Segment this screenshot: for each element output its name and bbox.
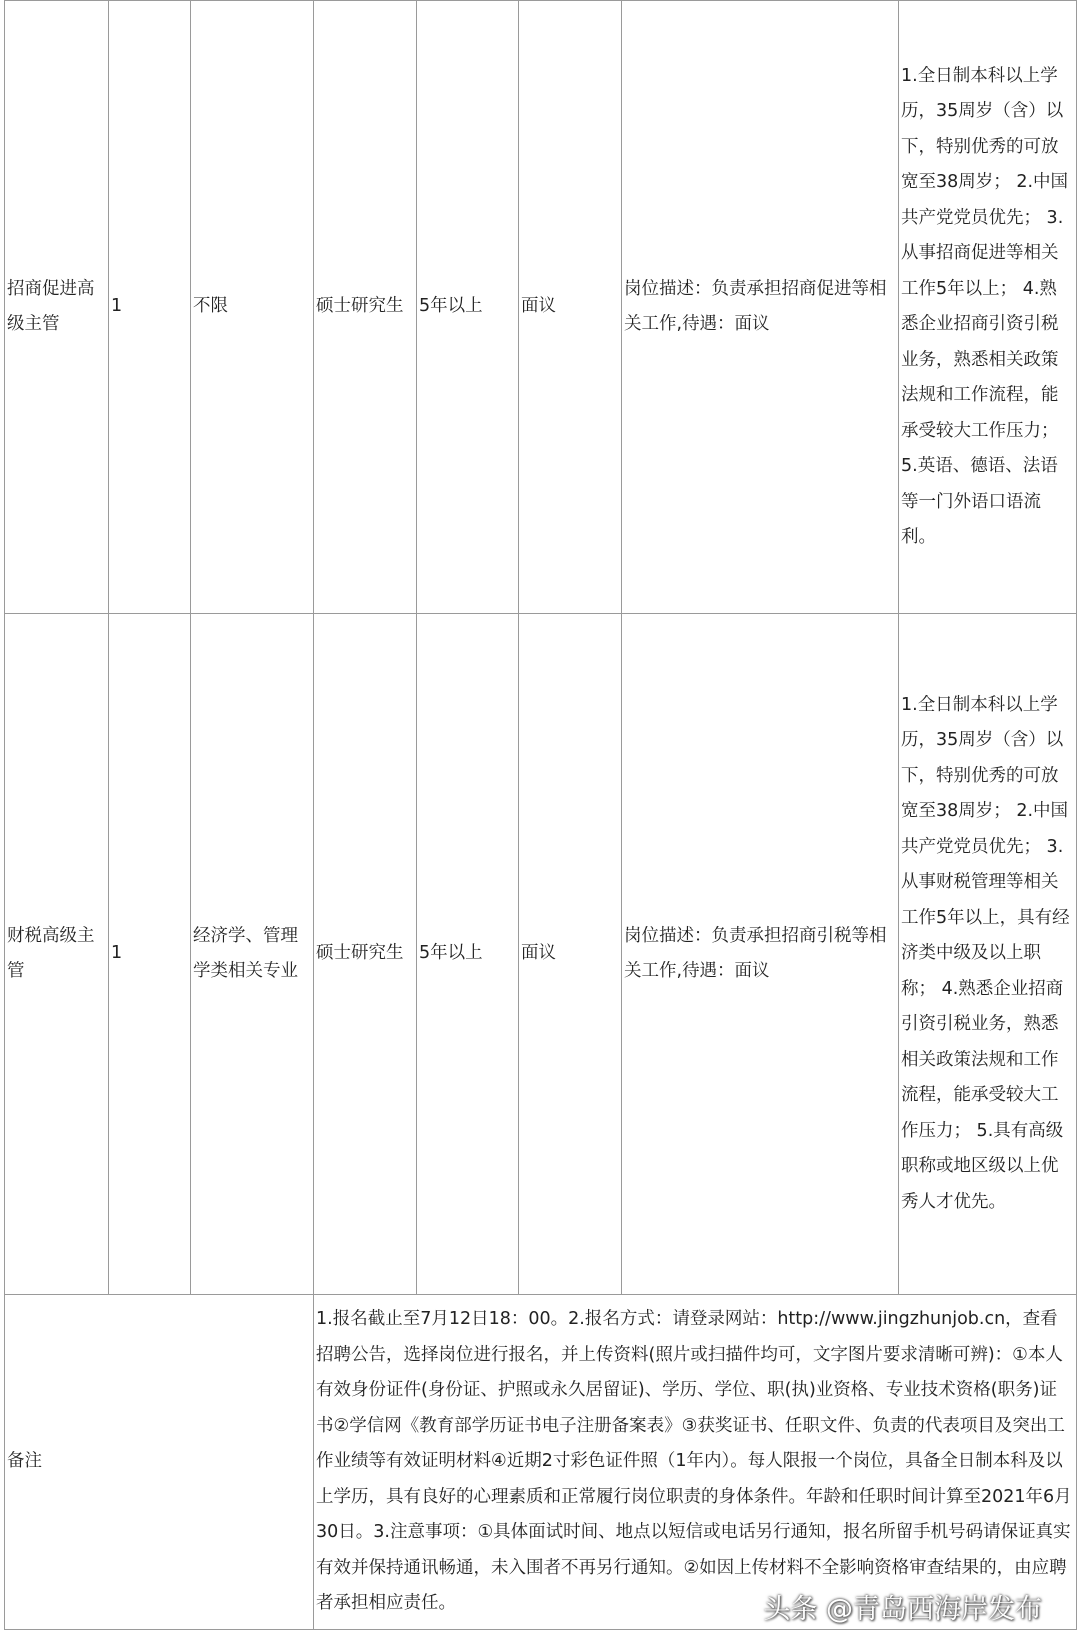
count-cell: 1 [109,1,191,614]
salary-cell: 面议 [519,614,622,1295]
count-cell: 1 [109,614,191,1295]
position-cell: 财税高级主管 [5,614,109,1295]
experience-cell: 5年以上 [417,1,519,614]
table-row [5,1,1077,614]
table-row [5,614,1077,1295]
education-cell: 硕士研究生 [314,1,417,614]
job-table [4,0,1077,1630]
watermark [763,1587,1042,1626]
description-cell: 岗位描述：负责承担招商促进等相关工作,待遇：面议 [622,1,899,614]
major-cell: 经济学、管理学类相关专业 [191,614,314,1295]
requirements-cell: 1.全日制本科以上学历，35周岁（含）以下，特别优秀的可放宽至38周岁； 2.中国共产党党员优先； 3.从事财税管理等相关工作5年以上，具有经济类中级及以上职称； 4.熟悉企业招商引资引税业务，熟悉相关政策法规和工作流程，能承受较大工作压力； 5.具有高级职称或地区级以上优秀人才优先。 [899,614,1077,1295]
requirements-cell: 1.全日制本科以上学历，35周岁（含）以下，特别优秀的可放宽至38周岁； 2.中国共产党党员优先； 3.从事招商促进等相关工作5年以上； 4.熟悉企业招商引资引税业务，熟悉相关政策法规和工作流程，能承受较大工作压力； 5.英语、德语、法语等一门外语口语流利。 [899,1,1077,614]
notes-label: 备注 [5,1295,314,1630]
notes-row [5,1295,1077,1630]
watermark-text: 头条 @青岛西海岸发布 [763,1594,1042,1625]
position-cell: 招商促进高级主管 [5,1,109,614]
experience-cell: 5年以上 [417,614,519,1295]
notes-text: 1.报名截止至7月12日18：00。2.报名方式：请登录网站：http://www.jingzhunjob.cn，查看招聘公告，选择岗位进行报名，并上传资料(照片或扫描件均可，文字图片要求清晰可辨)：①本人有效身份证件(身份证、护照或永久居留证)、学历、学位、职(执)业资格、专业技术资格(职务)证书②学信网《教育部学历证书电子注册备案表》③获奖证书、任职文件、负责的代表项目及突出工作业绩等有效证明材料④近期2寸彩色证件照（1年内）。每人限报一个岗位，具备全日制本科及以上学历，具有良好的心理素质和正常履行岗位职责的身体条件。年龄和任职时间计算至2021年6月30日。3.注意事项：①具体面试时间、地点以短信或电话另行通知，报名所留手机号码请保证真实有效并保持通讯畅通，未入围者不再另行通知。②如因上传材料不全影响资格审查结果的，由应聘者承担相应责任。 [314,1295,1077,1630]
education-cell: 硕士研究生 [314,614,417,1295]
major-cell: 不限 [191,1,314,614]
salary-cell: 面议 [519,1,622,614]
description-cell: 岗位描述：负责承担招商引税等相关工作,待遇：面议 [622,614,899,1295]
